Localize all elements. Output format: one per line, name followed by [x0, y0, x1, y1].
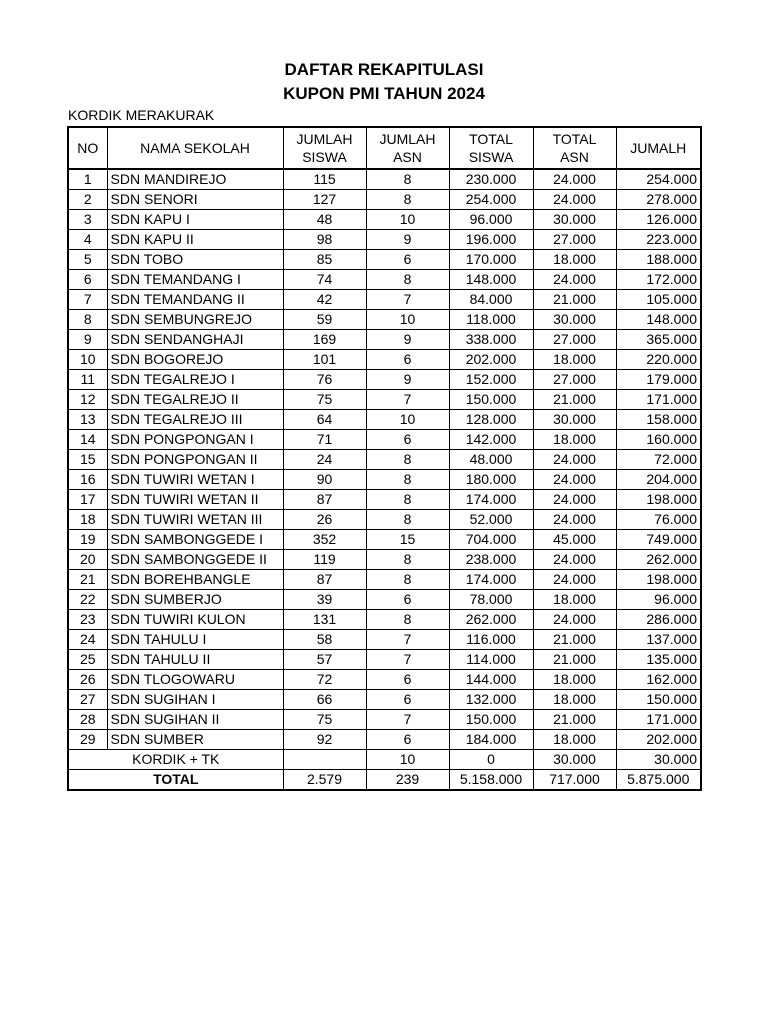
- row-total-siswa: 230.000: [449, 169, 533, 190]
- row-jumlah-asn: 8: [366, 169, 449, 190]
- row-no: 28: [68, 710, 107, 730]
- row-total-asn: 24.000: [533, 550, 616, 570]
- table-row: [68, 670, 701, 690]
- row-nama-sekolah: SDN KAPU II: [107, 230, 283, 250]
- row-jumlah-siswa: 90: [283, 470, 366, 490]
- row-no: 26: [68, 670, 107, 690]
- row-no: 22: [68, 590, 107, 610]
- row-jumlah: 749.000: [616, 530, 701, 550]
- table-row: [68, 370, 701, 390]
- row-jumlah-siswa: 87: [283, 570, 366, 590]
- row-jumlah-asn: 8: [366, 450, 449, 470]
- row-jumlah-asn: 7: [366, 710, 449, 730]
- row-jumlah: 220.000: [616, 350, 701, 370]
- row-no: 21: [68, 570, 107, 590]
- kordik-asn: 10: [366, 750, 449, 770]
- row-no: 29: [68, 730, 107, 750]
- total-label: TOTAL: [68, 770, 283, 791]
- row-no: 16: [68, 470, 107, 490]
- row-jumlah-siswa: 39: [283, 590, 366, 610]
- row-total-asn: 18.000: [533, 670, 616, 690]
- row-jumlah-asn: 8: [366, 490, 449, 510]
- header-nama-sekolah: NAMA SEKOLAH: [107, 127, 283, 169]
- total-row: [68, 770, 701, 791]
- row-no: 3: [68, 210, 107, 230]
- kordik-total-siswa: 0: [449, 750, 533, 770]
- row-jumlah-siswa: 72: [283, 670, 366, 690]
- row-no: 15: [68, 450, 107, 470]
- document-title-line-1: DAFTAR REKAPITULASI: [284, 60, 484, 79]
- row-jumlah: 278.000: [616, 190, 701, 210]
- row-no: 20: [68, 550, 107, 570]
- row-no: 5: [68, 250, 107, 270]
- row-total-asn: 21.000: [533, 390, 616, 410]
- row-nama-sekolah: SDN SENDANGHAJI: [107, 330, 283, 350]
- row-no: 10: [68, 350, 107, 370]
- header-total-siswa-line1: TOTAL: [469, 131, 513, 147]
- total-jumlah: 5.875.000: [616, 770, 701, 791]
- row-no: 1: [68, 169, 107, 190]
- total-asn: 239: [366, 770, 449, 791]
- kordik-siswa: [283, 750, 366, 770]
- row-jumlah-siswa: 101: [283, 350, 366, 370]
- row-total-siswa: 84.000: [449, 290, 533, 310]
- row-jumlah-siswa: 26: [283, 510, 366, 530]
- row-total-asn: 24.000: [533, 169, 616, 190]
- total-siswa: 2.579: [283, 770, 366, 791]
- row-jumlah: 162.000: [616, 670, 701, 690]
- row-total-siswa: 78.000: [449, 590, 533, 610]
- row-total-siswa: 184.000: [449, 730, 533, 750]
- row-jumlah-asn: 7: [366, 650, 449, 670]
- row-total-asn: 30.000: [533, 410, 616, 430]
- table-row: [68, 710, 701, 730]
- row-jumlah-siswa: 24: [283, 450, 366, 470]
- row-nama-sekolah: SDN TEMANDANG II: [107, 290, 283, 310]
- row-jumlah-siswa: 169: [283, 330, 366, 350]
- row-total-asn: 30.000: [533, 310, 616, 330]
- row-jumlah: 262.000: [616, 550, 701, 570]
- header-jumlah-siswa: [283, 127, 366, 169]
- total-total-asn: 717.000: [533, 770, 616, 791]
- row-jumlah: 135.000: [616, 650, 701, 670]
- kordik-total-asn: 30.000: [533, 750, 616, 770]
- row-jumlah-siswa: 58: [283, 630, 366, 650]
- row-jumlah-asn: 7: [366, 390, 449, 410]
- row-jumlah: 179.000: [616, 370, 701, 390]
- row-no: 25: [68, 650, 107, 670]
- row-total-asn: 27.000: [533, 370, 616, 390]
- kordik-jumlah: 30.000: [616, 750, 701, 770]
- header-total-siswa: [449, 127, 533, 169]
- row-jumlah-asn: 7: [366, 630, 449, 650]
- header-jumlah-asn: [366, 127, 449, 169]
- row-jumlah-siswa: 87: [283, 490, 366, 510]
- row-total-asn: 18.000: [533, 730, 616, 750]
- row-jumlah-asn: 6: [366, 590, 449, 610]
- row-total-siswa: 96.000: [449, 210, 533, 230]
- row-no: 24: [68, 630, 107, 650]
- row-nama-sekolah: SDN TEGALREJO III: [107, 410, 283, 430]
- row-jumlah-asn: 10: [366, 410, 449, 430]
- row-total-siswa: 150.000: [449, 390, 533, 410]
- header-total-siswa-line2: SISWA: [468, 149, 514, 165]
- row-jumlah-asn: 9: [366, 230, 449, 250]
- row-jumlah-siswa: 64: [283, 410, 366, 430]
- row-jumlah: 365.000: [616, 330, 701, 350]
- row-nama-sekolah: SDN PONGPONGAN I: [107, 430, 283, 450]
- row-jumlah-asn: 8: [366, 570, 449, 590]
- table-row: [68, 570, 701, 590]
- row-jumlah: 158.000: [616, 410, 701, 430]
- row-no: 13: [68, 410, 107, 430]
- row-total-asn: 21.000: [533, 630, 616, 650]
- row-no: 7: [68, 290, 107, 310]
- row-total-siswa: 180.000: [449, 470, 533, 490]
- row-jumlah: 202.000: [616, 730, 701, 750]
- row-jumlah-asn: 6: [366, 430, 449, 450]
- row-total-asn: 21.000: [533, 650, 616, 670]
- row-jumlah-siswa: 42: [283, 290, 366, 310]
- row-nama-sekolah: SDN TAHULU I: [107, 630, 283, 650]
- row-jumlah-siswa: 48: [283, 210, 366, 230]
- row-jumlah-asn: 8: [366, 270, 449, 290]
- row-nama-sekolah: SDN KAPU I: [107, 210, 283, 230]
- table-body: [68, 169, 701, 750]
- row-nama-sekolah: SDN TUWIRI WETAN I: [107, 470, 283, 490]
- row-nama-sekolah: SDN PONGPONGAN II: [107, 450, 283, 470]
- row-nama-sekolah: SDN TEMANDANG I: [107, 270, 283, 290]
- row-total-siswa: 338.000: [449, 330, 533, 350]
- table-row: [68, 630, 701, 650]
- row-nama-sekolah: SDN TUWIRI WETAN III: [107, 510, 283, 530]
- row-no: 12: [68, 390, 107, 410]
- row-jumlah: 172.000: [616, 270, 701, 290]
- table-row: [68, 330, 701, 350]
- row-no: 14: [68, 430, 107, 450]
- row-total-siswa: 704.000: [449, 530, 533, 550]
- row-nama-sekolah: SDN MANDIREJO: [107, 169, 283, 190]
- row-total-siswa: 128.000: [449, 410, 533, 430]
- row-total-siswa: 254.000: [449, 190, 533, 210]
- table-row: [68, 590, 701, 610]
- row-jumlah-asn: 6: [366, 670, 449, 690]
- row-no: 6: [68, 270, 107, 290]
- row-jumlah: 126.000: [616, 210, 701, 230]
- row-jumlah: 105.000: [616, 290, 701, 310]
- row-total-siswa: 238.000: [449, 550, 533, 570]
- row-jumlah-asn: 10: [366, 210, 449, 230]
- row-nama-sekolah: SDN SUMBERJO: [107, 590, 283, 610]
- row-no: 17: [68, 490, 107, 510]
- row-total-siswa: 52.000: [449, 510, 533, 530]
- row-total-siswa: 196.000: [449, 230, 533, 250]
- row-jumlah: 198.000: [616, 570, 701, 590]
- row-total-siswa: 150.000: [449, 710, 533, 730]
- row-nama-sekolah: SDN TLOGOWARU: [107, 670, 283, 690]
- row-jumlah-siswa: 85: [283, 250, 366, 270]
- row-jumlah: 160.000: [616, 430, 701, 450]
- row-jumlah-siswa: 352: [283, 530, 366, 550]
- row-total-siswa: 132.000: [449, 690, 533, 710]
- row-jumlah: 254.000: [616, 169, 701, 190]
- header-jumlah-asn-line2: ASN: [393, 149, 422, 165]
- row-jumlah-asn: 15: [366, 530, 449, 550]
- table-row: [68, 270, 701, 290]
- row-jumlah-asn: 6: [366, 350, 449, 370]
- row-jumlah: 188.000: [616, 250, 701, 270]
- row-jumlah-asn: 6: [366, 690, 449, 710]
- row-jumlah-siswa: 119: [283, 550, 366, 570]
- table-row: [68, 310, 701, 330]
- row-total-siswa: 142.000: [449, 430, 533, 450]
- row-nama-sekolah: SDN SAMBONGGEDE II: [107, 550, 283, 570]
- total-total-siswa: 5.158.000: [449, 770, 533, 791]
- row-nama-sekolah: SDN SUGIHAN II: [107, 710, 283, 730]
- row-jumlah: 204.000: [616, 470, 701, 490]
- row-jumlah: 150.000: [616, 690, 701, 710]
- row-total-asn: 18.000: [533, 250, 616, 270]
- row-no: 11: [68, 370, 107, 390]
- row-jumlah-siswa: 98: [283, 230, 366, 250]
- header-total-asn-line2: ASN: [560, 149, 589, 165]
- row-total-siswa: 144.000: [449, 670, 533, 690]
- row-jumlah-asn: 6: [366, 730, 449, 750]
- row-total-asn: 24.000: [533, 610, 616, 630]
- row-total-siswa: 148.000: [449, 270, 533, 290]
- row-no: 9: [68, 330, 107, 350]
- row-jumlah-asn: 7: [366, 290, 449, 310]
- row-jumlah-siswa: 57: [283, 650, 366, 670]
- table-row: [68, 210, 701, 230]
- row-jumlah: 76.000: [616, 510, 701, 530]
- table-row: [68, 390, 701, 410]
- row-nama-sekolah: SDN TEGALREJO I: [107, 370, 283, 390]
- table-row: [68, 290, 701, 310]
- row-jumlah-siswa: 66: [283, 690, 366, 710]
- row-nama-sekolah: SDN SAMBONGGEDE I: [107, 530, 283, 550]
- row-jumlah-siswa: 75: [283, 710, 366, 730]
- table-row: [68, 410, 701, 430]
- table-row: [68, 450, 701, 470]
- row-total-asn: 24.000: [533, 490, 616, 510]
- row-jumlah: 72.000: [616, 450, 701, 470]
- row-total-asn: 24.000: [533, 270, 616, 290]
- row-total-asn: 30.000: [533, 210, 616, 230]
- row-nama-sekolah: SDN SENORI: [107, 190, 283, 210]
- table-row: [68, 610, 701, 630]
- header-jumalh: JUMALH: [616, 127, 701, 169]
- row-total-siswa: 262.000: [449, 610, 533, 630]
- row-total-asn: 21.000: [533, 710, 616, 730]
- row-jumlah: 148.000: [616, 310, 701, 330]
- row-total-asn: 27.000: [533, 230, 616, 250]
- table-row: [68, 690, 701, 710]
- recap-table: [67, 126, 702, 791]
- row-nama-sekolah: SDN SUMBER: [107, 730, 283, 750]
- table-row: [68, 510, 701, 530]
- row-jumlah: 137.000: [616, 630, 701, 650]
- row-nama-sekolah: SDN BOGOREJO: [107, 350, 283, 370]
- table-row: [68, 530, 701, 550]
- header-jumlah-siswa-line1: JUMLAH: [296, 131, 353, 147]
- row-nama-sekolah: SDN TUWIRI KULON: [107, 610, 283, 630]
- row-total-asn: 24.000: [533, 570, 616, 590]
- row-no: 8: [68, 310, 107, 330]
- table-row: [68, 430, 701, 450]
- table-row: [68, 730, 701, 750]
- table-row: [68, 190, 701, 210]
- row-jumlah-siswa: 127: [283, 190, 366, 210]
- row-total-asn: 21.000: [533, 290, 616, 310]
- row-jumlah: 286.000: [616, 610, 701, 630]
- row-jumlah-siswa: 92: [283, 730, 366, 750]
- row-jumlah-siswa: 76: [283, 370, 366, 390]
- row-jumlah-asn: 9: [366, 370, 449, 390]
- row-jumlah-asn: 8: [366, 510, 449, 530]
- row-total-asn: 18.000: [533, 350, 616, 370]
- row-jumlah-siswa: 131: [283, 610, 366, 630]
- row-total-siswa: 116.000: [449, 630, 533, 650]
- table-row: [68, 490, 701, 510]
- row-no: 18: [68, 510, 107, 530]
- row-jumlah-siswa: 115: [283, 169, 366, 190]
- row-nama-sekolah: SDN SEMBUNGREJO: [107, 310, 283, 330]
- header-jumlah-asn-line1: JUMLAH: [379, 131, 436, 147]
- kordik-row: [68, 750, 701, 770]
- row-jumlah-asn: 8: [366, 470, 449, 490]
- row-no: 23: [68, 610, 107, 630]
- table-row: [68, 550, 701, 570]
- row-total-siswa: 202.000: [449, 350, 533, 370]
- header-total-asn-line1: TOTAL: [552, 131, 597, 147]
- table-header-row: [68, 127, 701, 169]
- row-jumlah-asn: 8: [366, 550, 449, 570]
- table-row: [68, 470, 701, 490]
- table-row: [68, 230, 701, 250]
- row-jumlah-asn: 6: [366, 250, 449, 270]
- row-total-siswa: 48.000: [449, 450, 533, 470]
- row-jumlah: 223.000: [616, 230, 701, 250]
- row-jumlah-asn: 10: [366, 310, 449, 330]
- row-jumlah-asn: 8: [366, 610, 449, 630]
- row-jumlah-siswa: 71: [283, 430, 366, 450]
- header-total-asn: [533, 127, 616, 169]
- row-total-asn: 45.000: [533, 530, 616, 550]
- kordik-label: KORDIK + TK: [68, 750, 283, 770]
- table-row: [68, 350, 701, 370]
- row-total-siswa: 174.000: [449, 570, 533, 590]
- row-total-asn: 24.000: [533, 510, 616, 530]
- row-jumlah-siswa: 74: [283, 270, 366, 290]
- kordik-subtitle: KORDIK MERAKURAK: [68, 107, 215, 123]
- row-jumlah: 198.000: [616, 490, 701, 510]
- header-jumlah-siswa-line2: SISWA: [302, 149, 347, 165]
- row-total-asn: 24.000: [533, 190, 616, 210]
- row-total-asn: 24.000: [533, 470, 616, 490]
- row-jumlah: 171.000: [616, 710, 701, 730]
- row-no: 27: [68, 690, 107, 710]
- row-jumlah-siswa: 59: [283, 310, 366, 330]
- table-row: [68, 650, 701, 670]
- row-total-asn: 18.000: [533, 430, 616, 450]
- row-total-siswa: 118.000: [449, 310, 533, 330]
- row-nama-sekolah: SDN TAHULU II: [107, 650, 283, 670]
- row-nama-sekolah: SDN BOREHBANGLE: [107, 570, 283, 590]
- row-total-siswa: 174.000: [449, 490, 533, 510]
- row-jumlah: 96.000: [616, 590, 701, 610]
- row-total-siswa: 114.000: [449, 650, 533, 670]
- row-jumlah: 171.000: [616, 390, 701, 410]
- row-jumlah-asn: 9: [366, 330, 449, 350]
- row-total-asn: 18.000: [533, 690, 616, 710]
- row-total-asn: 18.000: [533, 590, 616, 610]
- row-total-siswa: 152.000: [449, 370, 533, 390]
- row-nama-sekolah: SDN TOBO: [107, 250, 283, 270]
- row-no: 19: [68, 530, 107, 550]
- row-nama-sekolah: SDN TEGALREJO II: [107, 390, 283, 410]
- document-title-line-2: KUPON PMI TAHUN 2024: [283, 84, 485, 103]
- row-no: 2: [68, 190, 107, 210]
- row-nama-sekolah: SDN SUGIHAN I: [107, 690, 283, 710]
- row-total-asn: 27.000: [533, 330, 616, 350]
- table-row: [68, 169, 701, 190]
- table-row: [68, 250, 701, 270]
- row-total-siswa: 170.000: [449, 250, 533, 270]
- row-no: 4: [68, 230, 107, 250]
- header-no: NO: [68, 127, 107, 169]
- row-jumlah-asn: 8: [366, 190, 449, 210]
- row-total-asn: 24.000: [533, 450, 616, 470]
- row-nama-sekolah: SDN TUWIRI WETAN II: [107, 490, 283, 510]
- row-jumlah-siswa: 75: [283, 390, 366, 410]
